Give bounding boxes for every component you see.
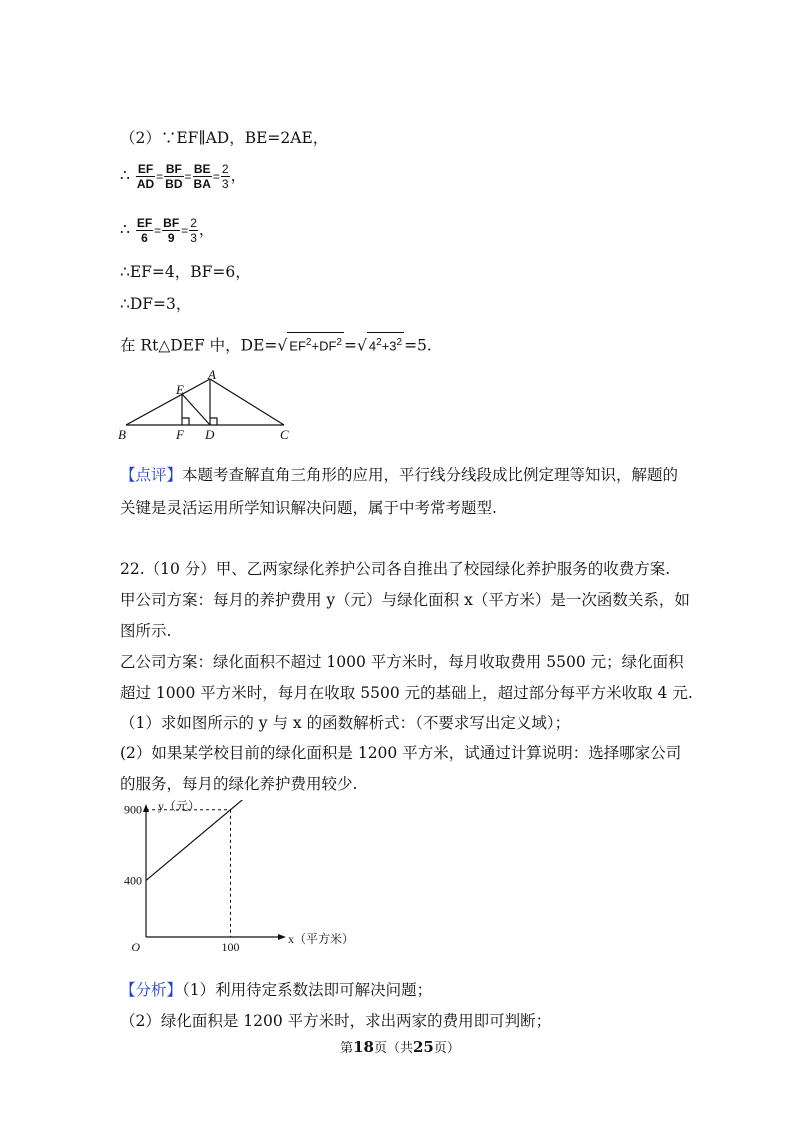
fraction [136,216,153,245]
fraction-line-2 [120,216,214,245]
problem-line-8: 的服务，每月的绿化养护费用较少. [120,775,358,793]
total-pages: 25 [413,1038,434,1056]
equals: = [343,336,357,355]
analysis-tag: 【分析】 [120,981,183,999]
problem-line-1: 22.（10 分）甲、乙两家绿化养护公司各自推出了校园绿化养护服务的收费方案. [120,560,671,578]
equals: = [181,223,189,238]
radicand-1: $EF^2+DF^2$ [287,332,344,356]
fraction [136,162,155,191]
comment-line-1: 【点评】本题考查解直角三角形的应用，平行线分线段成比例定理等知识，解题的 [120,466,679,484]
equals: = [184,169,192,184]
origin-label: O [131,940,140,954]
numerator: BE [193,162,211,176]
rt-prefix: 在 Rt△DEF 中，DE= [120,336,278,355]
therefore-symbol: ∴ [120,166,130,185]
denominator: 3 [190,231,197,245]
fraction [189,216,198,245]
fraction [162,216,180,245]
y-axis-arrow [143,804,149,812]
rt-suffix: =5. [404,336,432,355]
page-footer: 第18页（共25页） [340,1038,460,1056]
fraction [164,162,183,191]
numerator: 2 [190,216,197,230]
label-b: B [118,427,126,442]
fraction [221,162,230,191]
comment-line-2: 关键是灵活运用所学知识解决问题，属于中考常考题型. [120,499,497,517]
triangle-figure [112,368,302,446]
label-a: A [208,368,216,382]
problem-line-7: (2）如果某学校目前的绿化面积是 1200 平方米，试通过计算说明：选择哪家公司 [120,744,682,762]
problem-line-6: （1）求如图所示的 y 与 x 的函数解析式：（不要求写出定义域）； [120,714,571,732]
comment-tag: 【点评】 [120,466,183,484]
label-d: D [205,427,215,442]
sqrt-sign: √ [277,336,288,355]
equals: = [154,223,162,238]
label-f: F [176,427,184,442]
fraction [193,162,212,191]
page-number: 18 [353,1038,374,1056]
problem-line-3: 图所示. [120,622,172,640]
x-tick-label: 100 [221,940,240,954]
denominator: BD [165,177,183,191]
analysis-line-2: （2）绿化面积是 1200 平方米时，求出两家的费用即可判断； [120,1012,552,1030]
fraction-line-1 [120,162,246,191]
problem-line-2: 甲公司方案：每月的养护费用 y（元）与绿化面积 x（平方米）是一次函数关系，如 [120,591,690,609]
segment-ed [182,394,210,425]
line-chart [110,800,380,960]
df-line: ∴DF=3， [120,295,192,313]
numerator: EF [137,162,154,176]
label-e: E [176,382,184,397]
denominator: 9 [167,231,175,245]
radicand-2: $4^2+3^2$ [367,332,404,356]
segment-ac [210,379,284,425]
label-c: C [280,427,289,442]
analysis-line-1: 【分析】（1）利用待定系数法即可解决问题； [120,981,433,999]
y-tick-label: 400 [124,873,142,888]
denominator: BA [193,177,211,191]
comma: ， [230,166,247,185]
problem-line-4: 乙公司方案：绿化面积不超过 1000 平方米时，每月收取费用 5500 元；绿化面积 [120,653,684,671]
y-axis-label: y（元） [158,800,201,813]
problem-line-5: 超过 1000 平方米时，每月在收取 5500 元的基础上，超过部分每平方米收取 4 元. [120,684,693,702]
y-tick-label: 900 [124,802,142,817]
denominator: 3 [221,177,229,191]
right-angle-mark [210,418,217,425]
rt-line [120,332,432,356]
denominator: 6 [141,231,148,245]
comma: ， [198,220,215,239]
given-line: （2）∵EF∥AD，BE=2AE， [120,129,329,147]
equals: = [156,169,164,184]
therefore-symbol: ∴ [120,220,130,239]
denominator: AD [136,177,155,191]
numerator: BF [165,162,182,176]
numerator: BF [163,216,180,230]
sqrt-sign: √ [356,336,367,355]
right-angle-mark [182,418,189,425]
numerator: EF [136,216,153,230]
equals: = [212,169,220,184]
ef-bf-line: ∴EF=4，BF=6， [120,263,251,281]
segment-ba [126,379,210,425]
x-axis-arrow [278,934,286,940]
numerator: 2 [221,162,229,176]
x-axis-label: x（平方米） [288,932,355,946]
